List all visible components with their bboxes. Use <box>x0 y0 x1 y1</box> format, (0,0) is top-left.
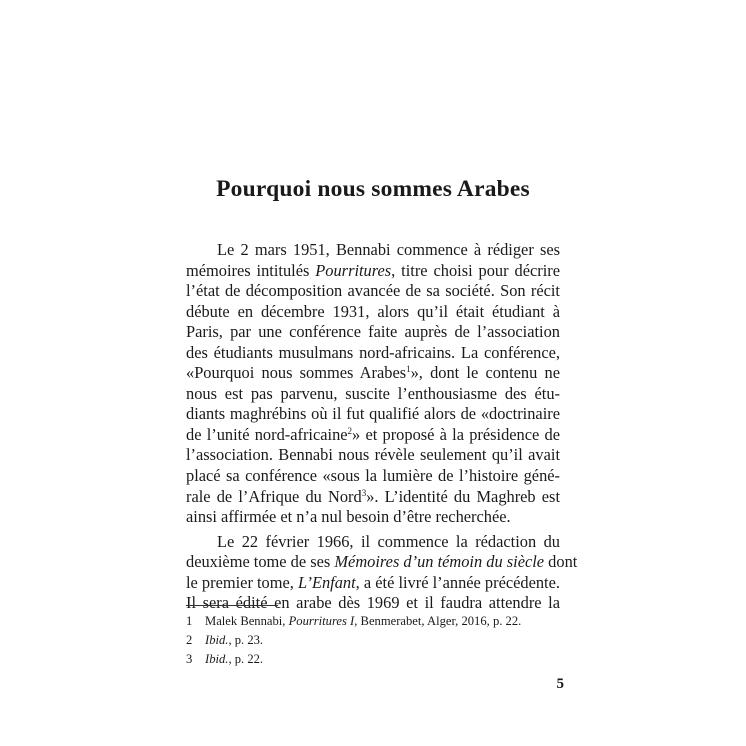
text-line: Le 2 mars 1951, Bennabi commence à rédiger ses <box>217 240 560 259</box>
text-line: mémoires intitulés Pourritures, titre choisi pour décrire <box>186 260 560 280</box>
text-line: deuxième tome de ses Mémoires d’un témoin du siècle dont <box>186 552 578 572</box>
text-line: des étudiants musulmans nord-africains. La conférence, <box>186 342 560 362</box>
footnotes <box>186 612 560 669</box>
text-line: l’état de décomposition avancée de sa société. Son récit <box>186 281 560 301</box>
footnote-separator <box>186 605 278 606</box>
text-line: Le 22 février 1966, il commence la rédaction du <box>217 531 560 551</box>
text-line: Il sera édité en arabe dès 1969 et il faudra attendre la <box>186 593 560 613</box>
text-line: placé sa conférence «sous la lumière de l’histoire géné- <box>186 466 560 486</box>
text-line: de l’unité nord-africaine$^2$» et proposé à la présidence de <box>186 424 560 444</box>
text-line: le premier tome, L’Enfant, a été livré l’année précédente. <box>186 572 560 592</box>
chapter-title: Pourquoi nous sommes Arabes <box>216 176 530 202</box>
footnote-2: 2 Ibid., p. 23. <box>186 633 264 647</box>
footnote-ref-3: 3 <box>361 487 367 498</box>
paragraph-2 <box>186 531 578 614</box>
text-line: débute en décembre 1931, alors qu’il était étudiant à <box>186 301 560 321</box>
footnote-ref-1: 1 <box>406 364 411 375</box>
footnote-ref-2: 2 <box>347 425 353 436</box>
text-line: rale de l’Afrique du Nord$^3$». L’identité du Maghreb est <box>186 486 560 506</box>
paragraph-1 <box>186 240 560 528</box>
italic-title-memoires: Mémoires d’un témoin du siècle <box>334 552 545 572</box>
footnote-1: 1 Malek Bennabi, Pourritures I, Benmerabet, Alger, 2016, p. 22. <box>186 614 522 628</box>
text-line: ainsi affirmée et n’a nul besoin d’être recherchée. <box>186 507 511 527</box>
italic-title-lenfant: L’Enfant <box>297 572 356 592</box>
text-line: Paris, par une conférence faite auprès de l’association <box>186 322 560 342</box>
text-line: diants maghrébins où il fut qualifié alors de «doctrinaire <box>186 404 560 424</box>
text-line: l’association. Bennabi nous révèle seulement qu’il avait <box>186 445 560 465</box>
body-text <box>186 240 578 614</box>
text-line: nous est pas parvenu, suscite l’enthousiasme des étu- <box>186 383 560 403</box>
footnote-3: 3 Ibid., p. 22. <box>186 652 264 666</box>
text-line: «Pourquoi nous sommes Arabes$^1$», dont le contenu ne <box>186 363 560 383</box>
italic-title-pourritures: Pourritures <box>315 260 392 280</box>
page-number: 5 <box>556 676 564 692</box>
